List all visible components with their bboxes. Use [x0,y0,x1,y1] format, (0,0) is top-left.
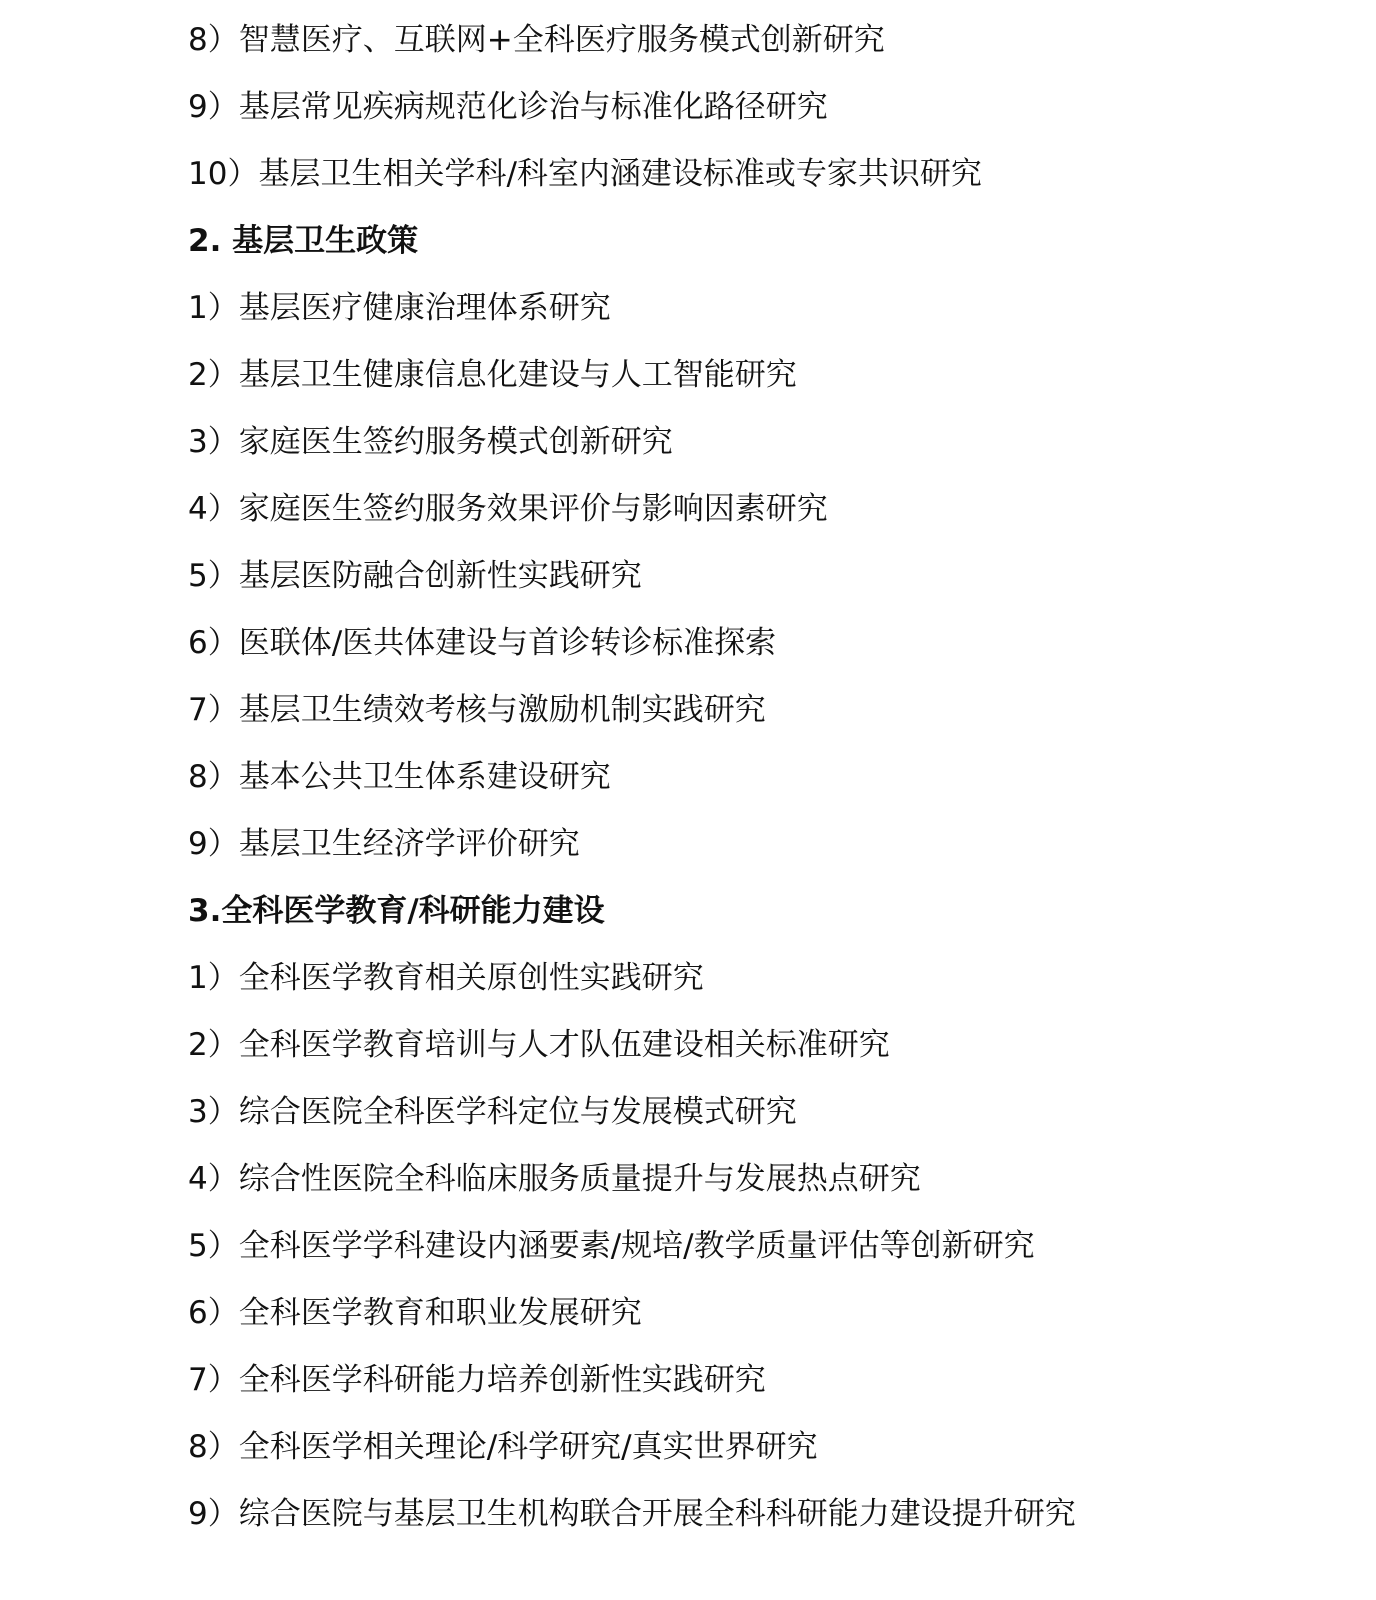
item-text: 全科医学教育相关原创性实践研究 [238,960,704,996]
item-number: 1） [188,290,239,326]
item-number: 6） [188,1295,239,1331]
item-text: 全科医学教育和职业发展研究 [238,1295,642,1331]
item-number: 8） [188,759,239,795]
item-text: 综合性医院全科临床服务质量提升与发展热点研究 [238,1161,921,1197]
item-text: 全科医学教育培训与人才队伍建设相关标准研究 [238,1027,890,1063]
list-item [188,1360,766,1400]
list-item [188,1025,890,1065]
list-item [188,489,828,529]
item-text: 智慧医疗、互联网+全科医疗服务模式创新研究 [238,22,885,58]
list-item [188,1092,797,1132]
item-text: 基本公共卫生体系建设研究 [238,759,611,795]
list-item [188,757,611,797]
list-item [188,20,885,60]
list-item [188,288,611,328]
item-number: 5） [188,1228,239,1264]
item-text: 基层卫生相关学科/科室内涵建设标准或专家共识研究 [258,156,982,192]
item-text: 综合医院与基层卫生机构联合开展全科科研能力建设提升研究 [238,1496,1076,1532]
list-item [188,623,776,663]
item-number: 4） [188,1161,239,1197]
item-number: 3） [188,1094,239,1130]
item-text: 全科医学相关理论/科学研究/真实世界研究 [238,1429,818,1465]
list-item [188,1293,642,1333]
list-item [188,1226,1035,1266]
item-number: 2） [188,357,239,393]
item-text: 全科医学科研能力培养创新性实践研究 [238,1362,766,1398]
item-text: 基层卫生绩效考核与激励机制实践研究 [238,692,766,728]
item-number: 1） [188,960,239,996]
list-item [188,422,673,462]
item-text: 基层医疗健康治理体系研究 [238,290,611,326]
item-number: 4） [188,491,239,527]
item-number: 8） [188,22,239,58]
item-text: 家庭医生签约服务效果评价与影响因素研究 [238,491,828,527]
section-heading: 3.全科医学教育/科研能力建设 [188,893,605,929]
item-number: 10） [188,156,259,192]
list-item [188,958,704,998]
item-number: 6） [188,625,239,661]
item-number: 2） [188,1027,239,1063]
section-heading: 2. 基层卫生政策 [188,223,419,259]
item-number: 7） [188,1362,239,1398]
list-item [188,87,828,127]
item-number: 9） [188,89,239,125]
item-text: 综合医院全科医学科定位与发展模式研究 [238,1094,797,1130]
list-item [188,1494,1076,1534]
list-item [188,355,797,395]
item-text: 基层卫生经济学评价研究 [238,826,580,862]
item-number: 7） [188,692,239,728]
list-item [188,824,580,864]
item-number: 9） [188,1496,239,1532]
list-item [188,1159,921,1199]
list-item [188,690,766,730]
item-text: 基层卫生健康信息化建设与人工智能研究 [238,357,797,393]
list-item [188,154,982,194]
list-item [188,556,642,596]
item-number: 8） [188,1429,239,1465]
item-number: 3） [188,424,239,460]
item-text: 医联体/医共体建设与首诊转诊标准探索 [238,625,777,661]
item-number: 9） [188,826,239,862]
item-text: 基层常见疾病规范化诊治与标准化路径研究 [238,89,828,125]
item-text: 家庭医生签约服务模式创新研究 [238,424,673,460]
item-text: 全科医学学科建设内涵要素/规培/教学质量评估等创新研究 [238,1228,1035,1264]
item-text: 基层医防融合创新性实践研究 [238,558,642,594]
list-item [188,1427,818,1467]
item-number: 5） [188,558,239,594]
